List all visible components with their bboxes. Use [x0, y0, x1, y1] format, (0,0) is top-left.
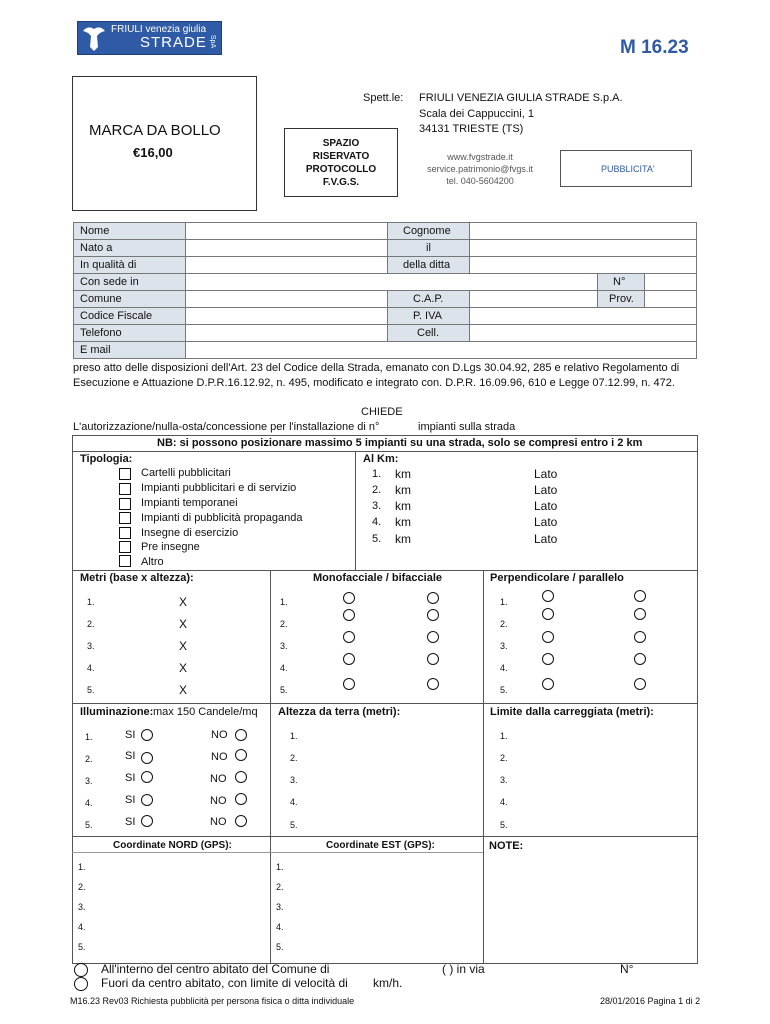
- altezza-num: 5.: [290, 820, 298, 830]
- si-radio[interactable]: [141, 752, 153, 764]
- fuori-centro-radio[interactable]: [74, 977, 88, 991]
- numero-label: N°: [613, 276, 626, 288]
- pubblicita-label: PUBBLICITA': [601, 164, 655, 174]
- piva-label: P. IVA: [413, 310, 442, 322]
- alkm-lato: Lato: [534, 467, 558, 481]
- alkm-km: km: [395, 515, 411, 529]
- coord-num: 5.: [276, 942, 284, 952]
- alkm-lato: Lato: [534, 499, 558, 513]
- chiede-suffix: impianti sulla strada: [418, 421, 516, 433]
- coord-num: 2.: [276, 882, 284, 892]
- mono-num: 4.: [280, 663, 288, 673]
- illum-num: 4.: [85, 798, 93, 808]
- telefono-field[interactable]: [185, 324, 388, 342]
- tipologia-title: Tipologia:: [80, 453, 133, 465]
- n-impianti-field[interactable]: [392, 420, 416, 433]
- protocollo-text: [284, 137, 398, 189]
- altezza-num: 1.: [290, 731, 298, 741]
- chiede-title: CHIEDE: [361, 406, 403, 418]
- tipologia-item: Impianti di pubblicità propaganda: [141, 512, 303, 524]
- perpendicolare-radio[interactable]: [542, 608, 554, 620]
- monofacciale-radio[interactable]: [343, 653, 355, 665]
- ditta-field[interactable]: [469, 256, 697, 274]
- logo-line1: FRIULI venezia giulia: [111, 24, 207, 35]
- logo-spa: SpA: [209, 34, 217, 49]
- prov-label: Prov.: [609, 293, 634, 305]
- metri-num: 5.: [87, 685, 95, 695]
- perp-num: 1.: [500, 597, 508, 607]
- tipologia-checkbox[interactable]: [119, 468, 131, 480]
- alkm-num: 3.: [372, 500, 382, 512]
- numero-field[interactable]: [644, 273, 697, 291]
- protocollo-line: F.V.G.S.: [322, 177, 360, 188]
- cf-field[interactable]: [185, 307, 388, 325]
- bifacciale-radio[interactable]: [427, 631, 439, 643]
- perp-num: 3.: [500, 641, 508, 651]
- metri-title: Metri (base x altezza):: [80, 572, 194, 584]
- recipient-line: Scala dei Cappuccini, 1: [419, 108, 534, 120]
- recipient-tel: tel. 040-5604200: [446, 176, 514, 186]
- protocollo-line: SPAZIO: [322, 138, 360, 149]
- metri-num: 1.: [87, 597, 95, 607]
- parallelo-radio[interactable]: [634, 590, 646, 602]
- bifacciale-radio[interactable]: [427, 653, 439, 665]
- parallelo-radio[interactable]: [634, 653, 646, 665]
- mono-title: Monofacciale / bifacciale: [313, 572, 442, 584]
- si-label: SI: [125, 794, 136, 806]
- provincia-paren: ( ) in via: [442, 962, 485, 976]
- coord-num: 4.: [78, 922, 86, 932]
- velocita-unit: km/h.: [373, 976, 403, 990]
- sede-field[interactable]: [185, 273, 598, 291]
- ditta-label: della ditta: [403, 259, 451, 271]
- metri-num: 2.: [87, 619, 95, 629]
- altezza-num: 3.: [290, 775, 298, 785]
- illum-num: 5.: [85, 820, 93, 830]
- alkm-km: km: [395, 532, 411, 546]
- company-logo: [77, 21, 222, 55]
- comune-field[interactable]: [185, 290, 388, 308]
- alkm-num: 5.: [372, 533, 382, 545]
- coord-num: 3.: [78, 902, 86, 912]
- chiede-line: L'autorizzazione/nulla-osta/concessione per l'installazione di n°: [73, 421, 380, 433]
- perpendicolare-radio[interactable]: [542, 678, 554, 690]
- parallelo-radio[interactable]: [634, 608, 646, 620]
- tipologia-item: Altro: [141, 556, 164, 568]
- nb-note: NB: si possono posizionare massimo 5 impianti su una strada, solo se compresi entro i 2 km: [157, 437, 643, 449]
- coord-num: 5.: [78, 942, 86, 952]
- perp-num: 5.: [500, 685, 508, 695]
- alkm-km: km: [395, 467, 411, 481]
- cell-label: Cell.: [417, 327, 440, 339]
- metri-x: X: [179, 639, 188, 653]
- coord-num: 2.: [78, 882, 86, 892]
- altezza-num: 4.: [290, 797, 298, 807]
- recipient-line: FRIULI VENEZIA GIULIA STRADE S.p.A.: [419, 92, 623, 104]
- alkm-lato: Lato: [534, 515, 558, 529]
- perpendicolare-radio[interactable]: [542, 631, 554, 643]
- si-radio[interactable]: [141, 729, 153, 741]
- form-code: M 16.23: [620, 37, 689, 58]
- nato-label: Nato a: [80, 242, 113, 254]
- metri-num: 4.: [87, 663, 95, 673]
- centro-abitato-radio[interactable]: [74, 963, 88, 977]
- recipient-web: www.fvgstrade.it: [447, 152, 513, 162]
- limite-num: 3.: [500, 775, 508, 785]
- marca-da-bollo-box: [72, 76, 257, 211]
- prov-field[interactable]: [644, 290, 697, 308]
- protocollo-line: PROTOCOLLO: [305, 164, 377, 175]
- illum-subtitle: max 150 Candele/mq: [153, 706, 258, 718]
- mono-num: 1.: [280, 597, 288, 607]
- no-label: NO: [210, 816, 227, 828]
- preamble-line: Esecuzione e Attuazione D.P.R.16.12.92, n. 495, modificato e integrato con. D.P.R. 16.09.96, 610 e Legge 07.12.99, n. 472.: [73, 377, 675, 389]
- logo-line2: STRADE: [140, 34, 207, 51]
- recipient-label: Spett.le:: [363, 92, 404, 104]
- sede-label: Con sede in: [80, 276, 139, 288]
- tipologia-item: Impianti temporanei: [141, 497, 238, 509]
- metri-x: X: [179, 617, 188, 631]
- recipient-line: 34131 TRIESTE (TS): [419, 123, 524, 135]
- bifacciale-radio[interactable]: [427, 592, 439, 604]
- marca-da-bollo-title: MARCA DA BOLLO: [89, 122, 221, 139]
- nome-field[interactable]: [185, 222, 388, 240]
- perp-num: 2.: [500, 619, 508, 629]
- footer-left: M16.23 Rev03 Richiesta pubblicità per persona fisica o ditta individuale: [70, 996, 355, 1006]
- tipologia-item: Insegne di esercizio: [141, 527, 239, 539]
- tipologia-checkbox[interactable]: [119, 527, 131, 539]
- monofacciale-radio[interactable]: [343, 609, 355, 621]
- si-radio[interactable]: [141, 794, 153, 806]
- qualita-label: In qualità di: [80, 259, 137, 271]
- tipologia-checkbox[interactable]: [119, 512, 131, 524]
- coord-num: 3.: [276, 902, 284, 912]
- alkm-num: 4.: [372, 516, 382, 528]
- piva-field[interactable]: [469, 307, 697, 325]
- limite-num: 1.: [500, 731, 508, 741]
- altezza-num: 2.: [290, 753, 298, 763]
- cap-field[interactable]: [469, 290, 598, 308]
- perp-num: 4.: [500, 663, 508, 673]
- illum-title: Illuminazione:: [80, 706, 154, 718]
- tipologia-item: Impianti pubblicitari e di servizio: [141, 482, 297, 494]
- no-radio[interactable]: [235, 729, 247, 741]
- metri-x: X: [179, 595, 188, 609]
- monofacciale-radio[interactable]: [343, 592, 355, 604]
- si-radio[interactable]: [141, 771, 153, 783]
- cognome-field[interactable]: [469, 222, 697, 240]
- bifacciale-radio[interactable]: [427, 678, 439, 690]
- coord-nord-title: Coordinate NORD (GPS):: [113, 840, 232, 851]
- si-label: SI: [125, 816, 136, 828]
- illum-num: 3.: [85, 776, 93, 786]
- no-radio[interactable]: [235, 749, 247, 761]
- si-label: SI: [125, 729, 136, 741]
- no-label: NO: [211, 751, 228, 763]
- alkm-num: 2.: [372, 484, 382, 496]
- coord-num: 1.: [276, 862, 284, 872]
- no-label: NO: [211, 729, 228, 741]
- preamble-line: preso atto delle disposizioni dell'Art. 23 del Codice della Strada, emanato con D.Lgs 30.04.92, 285 e relativo Regolamento di: [73, 362, 680, 374]
- perpendicolare-radio[interactable]: [542, 653, 554, 665]
- alkm-km: km: [395, 499, 411, 513]
- limite-num: 2.: [500, 753, 508, 763]
- illum-num: 1.: [85, 732, 93, 742]
- tipologia-checkbox[interactable]: [119, 541, 131, 553]
- marca-da-bollo-amount: €16,00: [133, 145, 173, 160]
- cf-label: Codice Fiscale: [80, 310, 153, 322]
- data-nascita-field[interactable]: [469, 239, 697, 257]
- coord-num: 1.: [78, 862, 86, 872]
- monofacciale-radio[interactable]: [343, 678, 355, 690]
- nato-field[interactable]: [185, 239, 388, 257]
- email-label: E mail: [80, 344, 111, 356]
- mono-num: 5.: [280, 685, 288, 695]
- mono-num: 2.: [280, 619, 288, 629]
- metri-x: X: [179, 683, 188, 697]
- eagle-icon: [80, 23, 108, 53]
- no-radio[interactable]: [235, 771, 247, 783]
- coord-est-title: Coordinate EST (GPS):: [326, 840, 435, 851]
- tipologia-item: Cartelli pubblicitari: [141, 467, 231, 479]
- cognome-label: Cognome: [403, 225, 451, 237]
- altezza-title: Altezza da terra (metri):: [278, 706, 401, 718]
- perp-title: Perpendicolare / parallelo: [490, 572, 624, 584]
- limite-title: Limite dalla carreggiata (metri):: [490, 706, 654, 718]
- alkm-lato: Lato: [534, 532, 558, 546]
- civico-label: N°: [620, 962, 634, 976]
- tipologia-checkbox[interactable]: [119, 498, 131, 510]
- alkm-title: Al Km:: [363, 453, 399, 465]
- nome-label: Nome: [80, 225, 110, 237]
- no-radio[interactable]: [235, 815, 247, 827]
- il-label: il: [426, 242, 431, 254]
- monofacciale-radio[interactable]: [343, 631, 355, 643]
- fuori-centro-label: Fuori da centro abitato, con limite di velocità di: [101, 976, 348, 990]
- tipologia-item: Pre insegne: [141, 541, 200, 553]
- si-radio[interactable]: [141, 815, 153, 827]
- alkm-km: km: [395, 483, 411, 497]
- no-label: NO: [210, 795, 227, 807]
- perpendicolare-radio[interactable]: [542, 590, 554, 602]
- email-field[interactable]: [185, 341, 697, 359]
- telefono-label: Telefono: [80, 327, 122, 339]
- no-radio[interactable]: [235, 793, 247, 805]
- tipologia-checkbox[interactable]: [119, 483, 131, 495]
- si-label: SI: [125, 772, 136, 784]
- recipient-contacts: [420, 151, 540, 187]
- parallelo-radio[interactable]: [634, 678, 646, 690]
- comune-label: Comune: [80, 293, 122, 305]
- recipient-email: service.patrimonio@fvgs.it: [427, 164, 533, 174]
- illum-num: 2.: [85, 754, 93, 764]
- cell-field[interactable]: [469, 324, 697, 342]
- limite-num: 4.: [500, 797, 508, 807]
- metri-num: 3.: [87, 641, 95, 651]
- mono-num: 3.: [280, 641, 288, 651]
- footer-right: 28/01/2016 Pagina 1 di 2: [600, 996, 701, 1006]
- tipologia-checkbox[interactable]: [119, 555, 131, 567]
- centro-abitato-label: All'interno del centro abitato del Comune di: [101, 962, 330, 976]
- si-label: SI: [125, 750, 136, 762]
- no-label: NO: [210, 773, 227, 785]
- metri-x: X: [179, 661, 188, 675]
- note-title: NOTE:: [489, 840, 524, 852]
- bifacciale-radio[interactable]: [427, 609, 439, 621]
- note-field[interactable]: [485, 854, 696, 962]
- coord-num: 4.: [276, 922, 284, 932]
- limite-num: 5.: [500, 820, 508, 830]
- qualita-field[interactable]: [185, 256, 388, 274]
- cap-label: C.A.P.: [413, 293, 444, 305]
- alkm-num: 1.: [372, 468, 382, 480]
- parallelo-radio[interactable]: [634, 631, 646, 643]
- protocollo-line: RISERVATO: [312, 151, 370, 162]
- alkm-lato: Lato: [534, 483, 558, 497]
